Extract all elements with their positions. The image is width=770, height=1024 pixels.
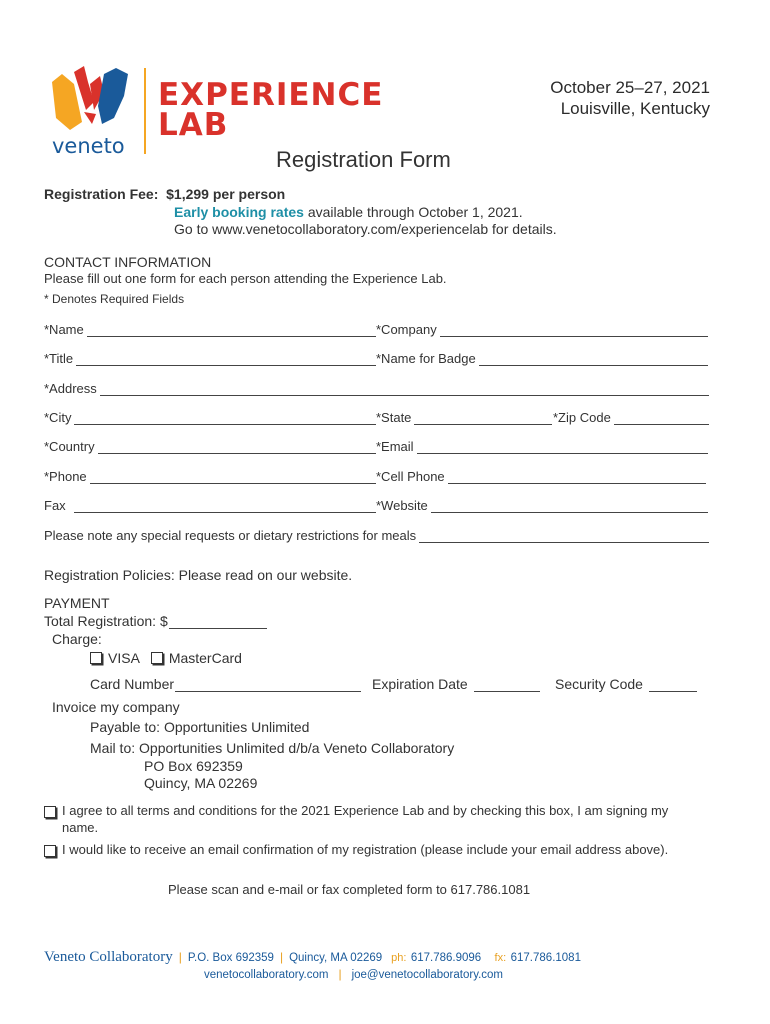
scan-instructions: Please scan and e-mail or fax completed form to 617.786.1081: [168, 882, 531, 897]
fax-field[interactable]: Fax: [44, 498, 376, 513]
early-booking-link[interactable]: Early booking rates: [174, 203, 304, 220]
name-field[interactable]: *Name: [44, 322, 376, 337]
company-field[interactable]: *Company: [376, 322, 708, 337]
footer-phone: 617.786.9096: [410, 952, 482, 964]
contact-instructions: Please fill out one form for each person attending the Experience Lab.: [44, 271, 447, 286]
footer-line1: Veneto Collaboratory | P.O. Box 692359 | Quincy, MA 02269 ph: 617.786.9096 fx: 617.786.1081: [44, 949, 581, 965]
visa-checkbox[interactable]: VISA: [90, 650, 139, 666]
footer-po: P.O. Box 692359: [187, 952, 274, 964]
fee-block: [44, 186, 557, 239]
phone-field[interactable]: *Phone: [44, 469, 376, 484]
fee-details: Go to www.venetocollaboratory.com/experiencelab for details.: [174, 221, 557, 237]
footer-city: Quincy, MA 02269: [289, 952, 383, 964]
mailing-address: Mail to: Opportunities Unlimited d/b/a Veneto Collaboratory PO Box 692359 Quincy, MA 02269: [90, 740, 455, 791]
checkbox-icon: [44, 845, 56, 857]
event-info: [550, 77, 710, 119]
payment-heading: PAYMENT: [44, 595, 110, 611]
charge-label: Charge:: [52, 631, 102, 647]
invoice-label: Invoice my company: [52, 699, 180, 715]
badge-name-field[interactable]: *Name for Badge: [376, 351, 708, 366]
fee-amount: $1,299 per person: [166, 186, 286, 202]
footer-ph-label: ph:: [391, 952, 407, 964]
logo-line1: EXPERIENCE: [158, 77, 384, 113]
footer-fax: 617.786.1081: [510, 952, 581, 964]
veneto-mark-icon: [44, 62, 136, 134]
fee-label: Registration Fee:: [44, 186, 159, 202]
checkbox-icon: [151, 652, 163, 664]
security-code-field[interactable]: Security Code: [555, 676, 697, 692]
footer-line2: venetocollaboratory.com | joe@venetocollaboratory.com: [204, 967, 504, 981]
footer-web-link[interactable]: venetocollaboratory.com: [204, 969, 329, 981]
event-location: Louisville, Kentucky: [560, 99, 710, 118]
footer-fx-label: fx:: [494, 952, 507, 964]
cell-phone-field[interactable]: *Cell Phone: [376, 469, 706, 484]
website-field[interactable]: *Website: [376, 498, 708, 513]
card-type-options: [90, 650, 242, 666]
footer-org: Veneto Collaboratory: [44, 949, 173, 965]
page-title: Registration Form: [276, 147, 451, 172]
address-field[interactable]: *Address: [44, 381, 709, 396]
mastercard-checkbox[interactable]: MasterCard: [151, 650, 242, 666]
email-field[interactable]: *Email: [376, 439, 708, 454]
payable-to: Payable to: Opportunities Unlimited: [90, 719, 310, 735]
policies-text: Registration Policies: Please read on our website.: [44, 567, 353, 583]
required-note: * Denotes Required Fields: [44, 292, 185, 306]
state-field[interactable]: *State: [376, 410, 552, 425]
title-field[interactable]: *Title: [44, 351, 376, 366]
card-number-field[interactable]: Card Number: [90, 676, 361, 692]
city-field[interactable]: *City: [44, 410, 376, 425]
checkbox-icon: [90, 652, 102, 664]
email-confirmation-checkbox[interactable]: I would like to receive an email confirmation of my registration (please include your email address above).: [44, 842, 694, 859]
zip-field[interactable]: *Zip Code: [553, 410, 709, 425]
logo-line2: LAB: [158, 107, 229, 143]
special-requests-field[interactable]: Please note any special requests or dietary restrictions for meals: [44, 528, 709, 543]
country-field[interactable]: *Country: [44, 439, 376, 454]
checkbox-icon: [44, 806, 56, 818]
footer-email-link[interactable]: joe@venetocollaboratory.com: [351, 969, 504, 981]
veneto-brand: veneto: [52, 134, 125, 158]
contact-heading: CONTACT INFORMATION: [44, 254, 212, 270]
early-booking-text: available through October 1, 2021.: [303, 203, 523, 220]
event-dates: October 25–27, 2021: [550, 78, 710, 97]
logo-divider: [144, 68, 146, 154]
expiration-date-field[interactable]: Expiration Date: [372, 676, 540, 692]
total-registration-field[interactable]: Total Registration: $: [44, 613, 267, 629]
agree-terms-checkbox[interactable]: I agree to all terms and conditions for the 2021 Experience Lab and by checking this box, I am signing my name.: [44, 803, 684, 836]
